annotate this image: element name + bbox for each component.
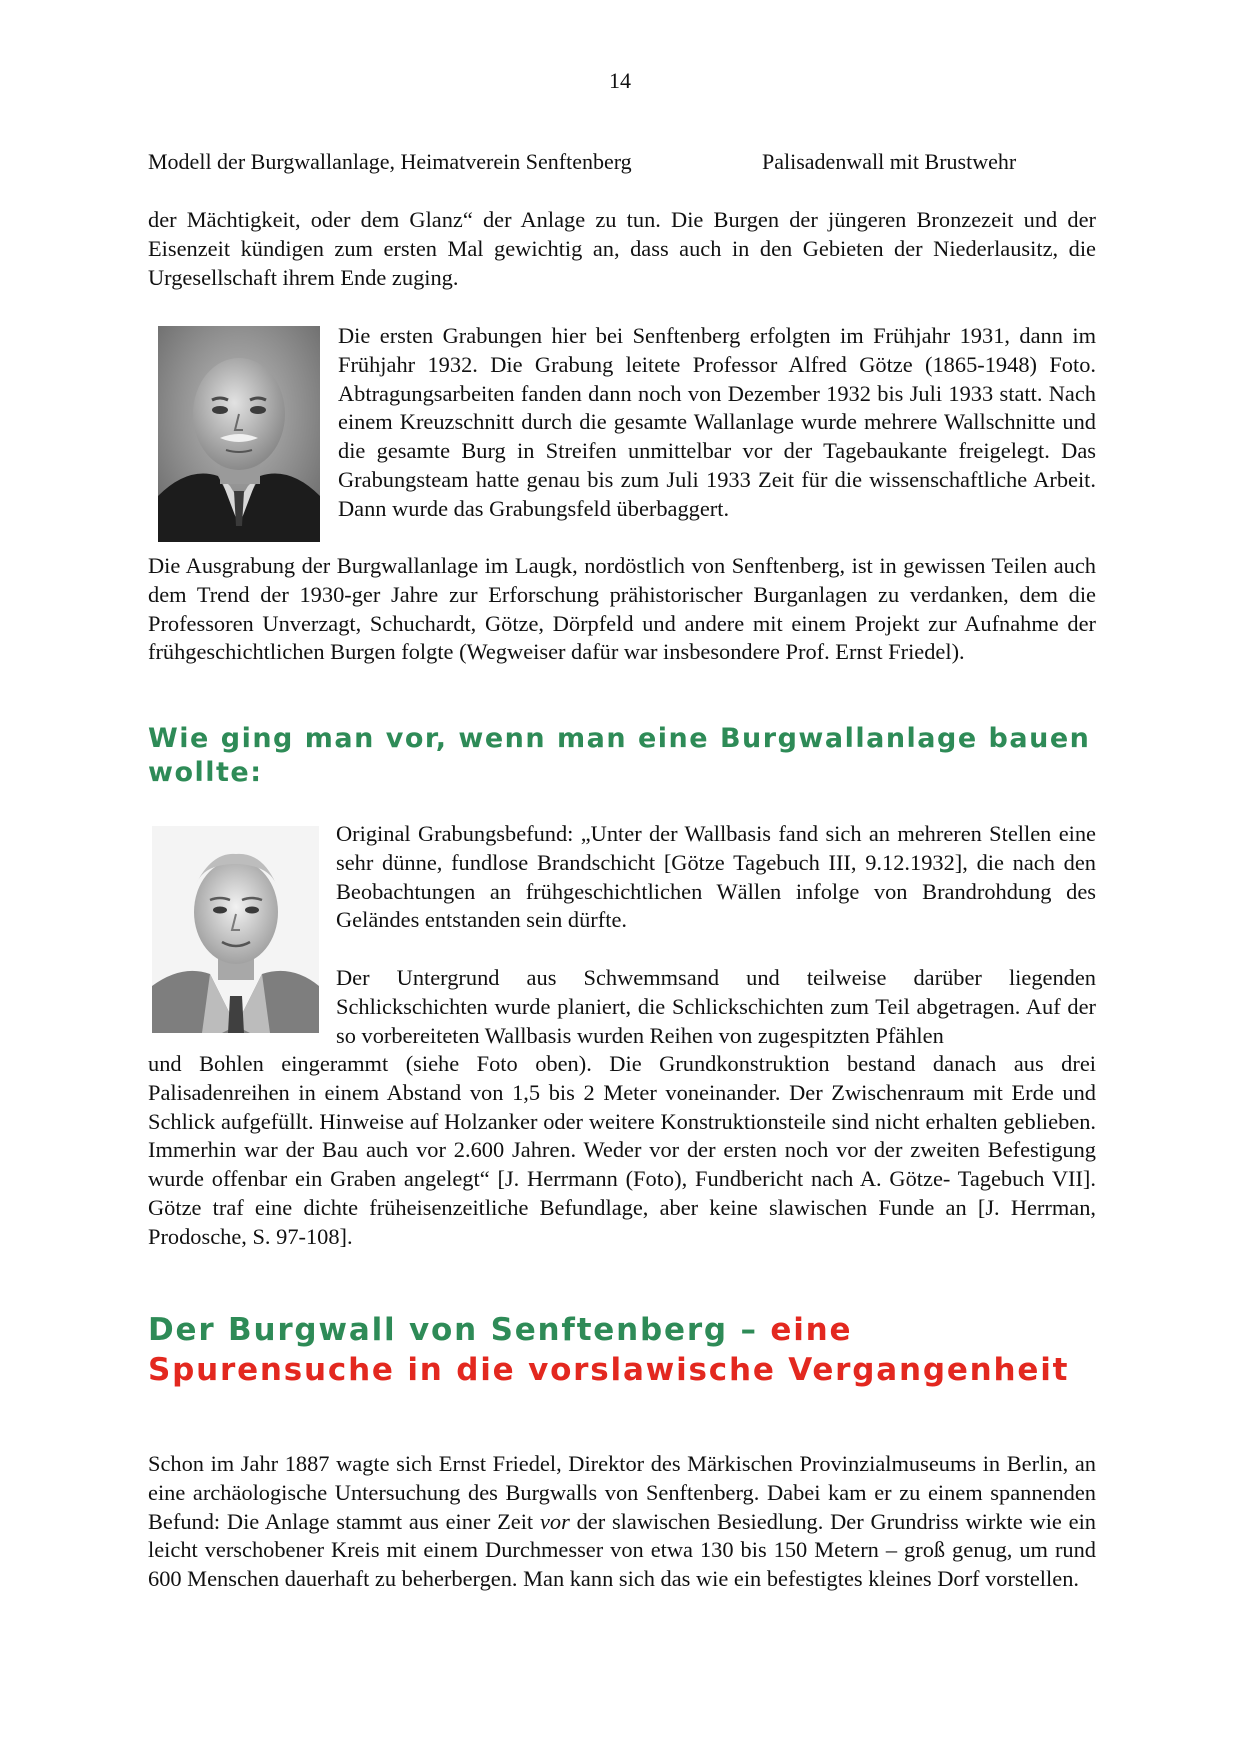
paragraph-friedel	[148, 1450, 1096, 1594]
paragraph-excavation: Die ersten Grabungen hier bei Senftenberg erfolgten im Frühjahr 1931, dann im Frühjahr 1932. Die Grabung leitete Professor Alfred Götze (1865-1948) Foto. Abtragungsarbeiten fanden dann noch von Dezember 1932 bis Juli 1933 statt. Nach einem Kreuzschnitt durch die gesamte Wallanlage wurde mehrere Wallschnitte und die gesamte Burg in Streifen unmittelbar vor der Tagebaukante freigelegt. Das Grabungsteam hatte genau bis zum Juli 1933 Zeit für die wissenschaftliche Arbeit. Dann wurde das Grabungsfeld überbaggert.	[338, 323, 1096, 521]
paragraph-original-finding: Original Grabungsbefund: „Unter der Wallbasis fand sich an mehreren Stellen eine sehr dünne, fundlose Brandschicht [Götze Tagebuch III, 9.12.1932], die nach den Beobachtungen an frühgeschichtlichen Wällen infolge von Brandrohdung des Geländes entstanden sein dürfte.	[336, 821, 1096, 933]
portrait-alfred-goetze	[158, 326, 320, 542]
paragraph-subsoil-continued: und Bohlen eingerammt (siehe Foto oben). Die Grundkonstruktion bestand danach aus drei Palisadenreihen in einem Abstand von 1,5 bis 2 Meter voneinander. Der Zwischenraum mit Erde und Schlick aufgefüllt. Hinweise auf Holzanker oder weitere Konstruktionsteile sind nicht erhalten geblieben. Immerhin war der Bau auch vor 2.600 Jahren. Weder vor der ersten noch vor der zweiten Befestigung wurde offenbar ein Graben angelegt“ [J. Herrmann (Foto), Fundbericht nach A. Götze- Tagebuch VII]. Götze traf eine dichte früheisenzeitliche Befundlage, aber keine slawischen Funde an [J. Herrman, Prodosche, S. 97-108].	[148, 1051, 1096, 1249]
heading-part-green: Der Burgwall von Senftenberg –	[148, 1312, 771, 1348]
paragraph-subsoil-wrapped: Der Untergrund aus Schwemmsand und teilweise darüber liegenden Schlickschichten wurde planiert, die Schlickschichten zum Teil abgetragen. Auf der so vorbereiteten Wallbasis wurden Reihen von zugespitzten Pfählen	[336, 965, 1096, 1048]
section-heading-construction: Wie ging man vor, wenn man eine Burgwallanlage bauen wollte:	[148, 723, 1091, 788]
page-number: 14	[609, 68, 631, 93]
friedel-text-after: der slawischen Besiedlung. Der Grundriss wirkte wie ein leicht verschobener Kreis mit einem Durchmesser von etwa 130 bis 150 Metern – groß genug, um rund 600 Menschen dauerhaft zu beherbergen. Man kann sich das wie ein befestigtes kleines Dorf vorstellen.	[148, 1508, 1096, 1592]
paragraph-trend: Die Ausgrabung der Burgwallanlage im Laugk, nordöstlich von Senftenberg, ist in gewissen Teilen auch dem Trend der 1930-ger Jahre zur Erforschung prähistorischer Burganlagen zu verdanken, dem die Professoren Unverzagt, Schuchardt, Götze, Dörpfeld und andere mit einem Projekt zur Aufnahme der frühgeschichtlichen Burgen folgte (Wegweiser dafür war insbesondere Prof. Ernst Friedel).	[148, 553, 1096, 665]
friedel-text-before: Schon im Jahr 1887 wagte sich Ernst Friedel, Direktor des Märkischen Provinzialmuseums in Berlin, an eine archäologische Untersuchung des Burgwalls von Senftenberg. Dabei kam er zu einem spannenden Befund: Die Anlage stammt aus einer Zeit	[148, 1451, 1096, 1534]
caption-model: Modell der Burgwallanlage, Heimatverein Senftenberg	[148, 149, 632, 174]
caption-palisade: Palisadenwall mit Brustwehr	[762, 149, 1017, 174]
section-heading-burgwall	[148, 1310, 1108, 1390]
friedel-text-italic: vor	[539, 1508, 570, 1534]
paragraph-intro: der Mächtigkeit, oder dem Glanz“ der Anlage zu tun. Die Burgen der jüngeren Bronzezeit und der Eisenzeit kündigen zum ersten Mal gewichtig an, dass auch in den Gebieten der Niederlausitz, die Urgesellschaft ihrem Ende zuging.	[148, 207, 1096, 290]
portrait-j-herrmann	[152, 826, 319, 1033]
heading-part-red: eine Spurensuche in die vorslawische Vergangenheit	[148, 1312, 1070, 1388]
